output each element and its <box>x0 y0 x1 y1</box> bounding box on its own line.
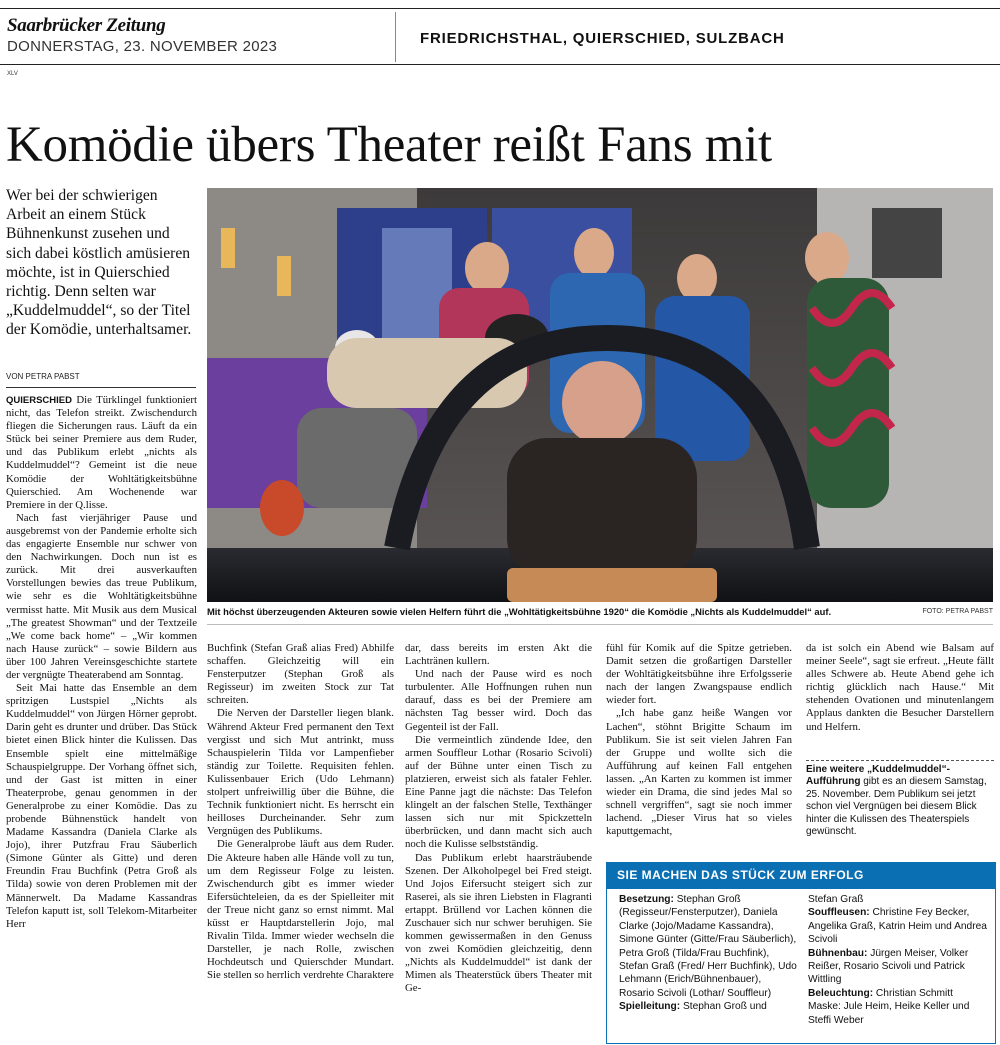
masthead-logo: Saarbrücker Zeitung <box>7 15 166 36</box>
paragraph-text: Die Türklingel funktioniert nicht, das Telefon streikt. Zwischendurch fliegen die Sicherungen raus. Läuft da ein Stück bei seiner Premiere aus dem Ruder, und das Publikum erlebt „nichts als Kuddelmuddel“? Gemeint ist die neue Komödie der Wohltätigkeitsbühne Quierschied. Am Wochenende war Premiere in der Q.lisse. <box>6 394 197 511</box>
lighting-text: Christian Schmitt <box>873 987 953 999</box>
note-text: gibt es an diesem Samstag, 25. November. Dem Publikum sei jetzt schon viel Vergnügen bei diesem Blick hinter die Kulissen des Theaterspiels gewünscht. <box>806 776 987 838</box>
article-paragraph: Das Publikum erlebt haarsträubende Szenen. Der Alkoholpegel bei Fred steigt. Und Jojos Eifersucht steigert sich zur Raserei, als sie ihren Liebsten in Flagranti ertappt. Brüllend vor Lachen können die Zuschauer sich nur schwer beruhigen. Sie kommen gewissermaßen in den Genuss von zwei Komödien gleichzeitig, denn „Nichts als Kuddelmuddel“ ist dank der Mimen als Theaterstück übers Theater mit Ge- <box>405 851 592 995</box>
article-paragraph: „Ich habe ganz heiße Wangen vor Lachen“, stöhnt Brigitte Schaum im Publikum. Sie ist seit vielen Jahren Fan der Gruppe und wollte sich die Aufführung auf keinen Fall entgehen lassen. „An Karten zu kommen ist immer wieder ein Drama, die sind jedes Mal so schnell vergriffen“, sagt sie noch immer lachend. „Dieser Virus hat so vieles kaputtgemacht, <box>606 707 792 838</box>
article-paragraph: Buchfink (Stefan Graß alias Fred) Abhilfe schaffen. Gleichzeitig will ein Fensterputzer (Stephan Groß als Regisseur) im zweiten Stock zur Tat schreiten. <box>207 642 394 707</box>
photo-caption: Mit höchst überzeugenden Akteuren sowie vielen Helfern führt die „Wohltätigkeitsbühne 1920“ die Komödie „Nichts als Kuddelmuddel“ auf. <box>207 606 832 617</box>
headline: Komödie übers Theater reißt Fans mit <box>6 117 772 173</box>
article-column-5 <box>806 642 994 734</box>
article-paragraph: Nach fast vierjähriger Pause und ausgebremst von der Pandemie erholte sich das engagierte Ensemble nur schwer von den Nachwirkungen. Doch nun ist es zurück. Mit drei ausverkauften Vorstellungen bewies das treue Publikum, wie sehr es die Wohltätigkeitsbühne vermisst hatte. Mit Musik aus dem Musical „The greatest Showman“ und der Textzeile „We come back home“ – „Wir kommen nach Hause zurück“ – sowie Bildern aus über 100 Jahren Vereinsgeschichte startete der vergnügte Theaterabend am Sonntag. <box>6 511 197 681</box>
article-column-3 <box>405 642 592 996</box>
article-paragraph: Die Generalprobe läuft aus dem Ruder. Die Akteure haben alle Hände voll zu tun, um dem Regisseur Folge zu leisten. Zwischendurch gibt es immer wieder Eifersüchteleien, da es der Spielleiter mit der Treue nicht ganz so ernst nimmt. Mal küsst er Hauptdarstellerin Jojo, mal Rivalin Tilda. Immer wieder wechseln die Darsteller, je nach Rolle, zwischen Hochdeutsch und Quierschder Mundart. Sie stellen so herrlich verdrehte Charaktere <box>207 838 394 982</box>
article-paragraph: fühl für Komik auf die Spitze getrieben. Damit setzen die großartigen Darsteller der Wohltätigkeitsbühne ihre Erfolgsserie nach der langen Zwangspause endlich wieder fort. <box>606 642 792 707</box>
stage-photo <box>207 188 993 602</box>
makeup-entry: Maske: Jule Heim, Heike Keller und Steffi Weber <box>808 1001 970 1026</box>
director-continued: Stefan Graß <box>808 894 864 905</box>
infobox-column-1 <box>619 893 799 1014</box>
article-paragraph <box>6 394 197 512</box>
prompter-text: Christine Fey Becker, Angelika Graß, Katrin Heim und Andrea Scivoli <box>808 907 987 946</box>
article-paragraph: dar, dass bereits im ersten Akt die Lachtränen kullern. <box>405 642 592 668</box>
header-rule <box>0 64 1000 65</box>
stage-text: Jürgen Meiser, Volker Reißer, Rosario Scivoli und Patrick Wittling <box>808 947 969 986</box>
director-label: Spielleitung: <box>619 1001 681 1013</box>
lighting-entry <box>808 987 988 1000</box>
dateline: QUIERSCHIED <box>6 395 72 406</box>
region-title: FRIEDRICHSTHAL, QUIERSCHIED, SULZBACH <box>420 30 785 47</box>
article-column-2 <box>207 642 394 982</box>
prompter-entry <box>808 906 988 946</box>
director-entry <box>619 1000 799 1013</box>
stage-label: Bühnenbau: <box>808 947 868 959</box>
prompter-label: Souffleusen: <box>808 907 870 919</box>
header-divider <box>395 12 396 62</box>
credits-infobox <box>606 862 996 1044</box>
stage-entry <box>808 947 988 987</box>
article-paragraph: Und nach der Pause wird es noch turbulenter. Alle Hoffnungen ruhen nun darauf, dass es bei der Premiere am nächsten Tag besser wird. Doch das Gegenteil ist der Fall. <box>405 668 592 733</box>
infobox-title: SIE MACHEN DAS STÜCK ZUM ERFOLG <box>607 863 995 889</box>
note-heading: Eine weitere „Kuddelmuddel“-Aufführung <box>806 764 950 788</box>
intro-text: Wer bei der schwierigen Arbeit an einem Stück Bühnenkunst zusehen und sich dabei köstlich amüsieren möchte, ist in Quierschied richtig. Denn selten war „Kuddelmuddel“, so der Titel der Komödie, unterhaltsamer. <box>6 187 192 339</box>
top-rule <box>0 8 1000 9</box>
cast-entry <box>619 893 799 1000</box>
article-paragraph: Die vermeintlich zündende Idee, den armen Souffleur Lothar (Rosario Scivoli) auf der Bühne unter einen Tisch zu platzieren, erweist sich als fataler Fehler. Eine Panne jagt die nächste: Das Telefon klingelt an der falschen Stelle, Texthänger lassen sich nur mit Spickzetteln überbrücken, und dann macht sich auch noch die Kulisse selbstständig. <box>405 733 592 851</box>
director-text: Stephan Groß und <box>680 1001 767 1013</box>
caption-rule <box>207 624 993 625</box>
article-column-1 <box>6 394 197 931</box>
photo-credit: FOTO: PETRA PABST <box>922 608 993 615</box>
article-column-4 <box>606 642 792 838</box>
lighting-label: Beleuchtung: <box>808 987 874 999</box>
article-paragraph: Die Nerven der Darsteller liegen blank. Während Akteur Fred permanent den Text vergisst und sich Mut antrinkt, muss Schauspielerin Tilda vor Lampenfieber ständig zur Toilette. Requisiten fehlen. Kulissenbauer Erich (Udo Lehmann) stolpert unfreiwillig über die Bühne, die Technik funktioniert nicht. Es herrscht ein heilloses Durcheinander. Sehr zum Vergnügen des Publikums. <box>207 707 394 838</box>
page-id: XLV <box>7 71 18 77</box>
byline: VON PETRA PABST <box>6 370 196 388</box>
cast-label: Besetzung: <box>619 894 674 905</box>
issue-date: DONNERSTAG, 23. NOVEMBER 2023 <box>7 38 278 55</box>
cast-text: Stephan Groß (Regisseur/Fensterputzer), Daniela Clarke (Jojo/Madame Kassandra), Simone Günter (Gitte/Frau Säuberlich), Petra Groß (Tilda/Frau Buchfink), Stefan Graß (Fred/ Herr Buchfink), Udo Lehmann (Erich/Bühnenbauer), Rosario Scivoli (Lothar/ Souffleur) <box>619 894 797 999</box>
performance-note <box>806 760 994 838</box>
infobox-column-2 <box>808 893 988 1027</box>
article-paragraph: da ist solch ein Abend wie Balsam auf meiner Seele“, sagt sie erfreut. „Heute fällt alles Schwere ab. Heute Abend gehe ich richtig glücklich nach Hause.“ Mit stehenden Ovationen und minutenlangem Applaus dankten die Besucher Darstellern und Helfern. <box>806 642 994 733</box>
article-paragraph: Seit Mai hatte das Ensemble an dem spritzigen Lustspiel „Nichts als Kuddelmuddel“ von Jürgen Hörner geprobt. Darin geht es drunter und drüber. Das Stück bietet einen Blick hinter die Kulissen. Das Ensemble spielt eine mittelmäßige Schauspielgruppe. Der Vorhang öffnet sich, und der Gast ist mitten in einer Theaterprobe, genau genommen in der Generalprobe zu einer Komödie. Das zu probende Bühnenstück handelt von Madame Kassandra (Daniela Clarke als Jojo), ihrer Putzfrau Frau Säuberlich (Simone Günter als Gitte) und deren Freundin Frau Buchfink (Petra Groß als Tilda) sowie von deren Problemen mit der Männerwelt. Da Madame Kassandras Telefon kaputt ist, soll Telekom-Mitarbeiter Herr <box>6 682 197 930</box>
